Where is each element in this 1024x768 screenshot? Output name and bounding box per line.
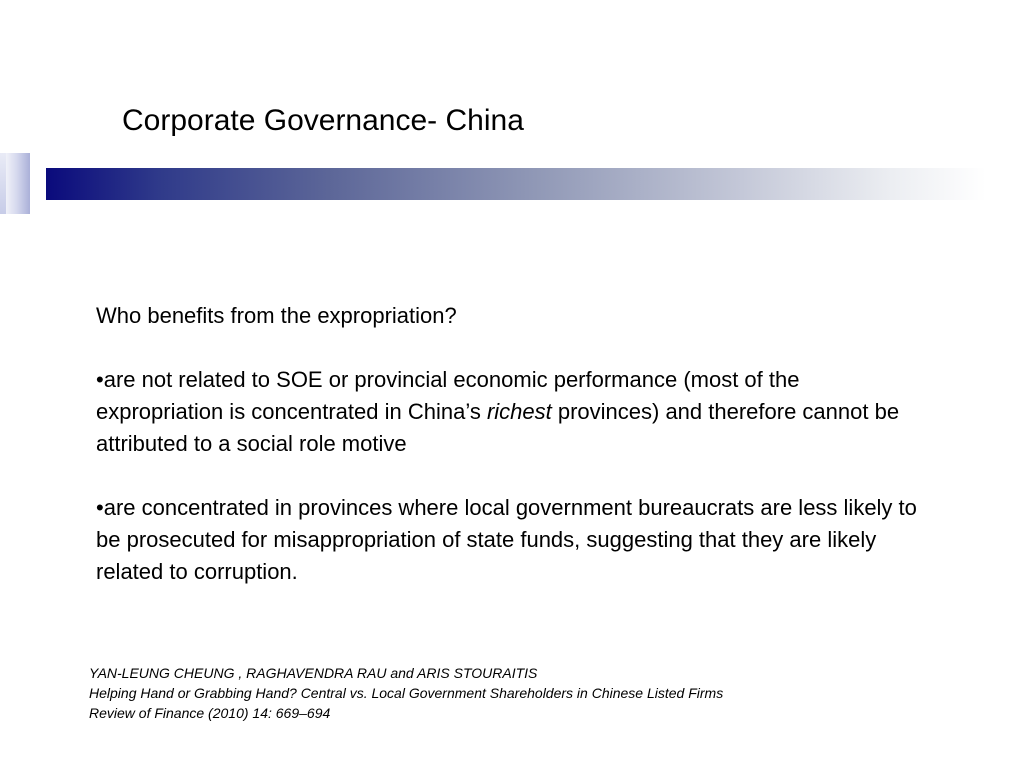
citation-authors: YAN-LEUNG CHEUNG , RAGHAVENDRA RAU and ARIS STOURAITIS bbox=[89, 665, 538, 681]
bullet-item-1 bbox=[96, 364, 926, 460]
paragraph-spacer bbox=[96, 332, 926, 364]
title-gradient-bar bbox=[46, 168, 986, 200]
slide-title: Corporate Governance- China bbox=[122, 104, 524, 137]
left-accent-edge bbox=[0, 153, 6, 214]
bullet-item-2: •are concentrated in provinces where local government bureaucrats are less likely to be prosecuted for misappropriation of state funds, suggesting that they are likely related to corruption. bbox=[96, 495, 917, 584]
slide-body bbox=[96, 300, 926, 588]
bullet-1-emphasis: richest bbox=[486, 399, 552, 424]
question-text: Who benefits from the expropriation? bbox=[96, 303, 457, 328]
bullet-1-text-start: •are not related to SOE or provincial economic performance (most of the expropriation is concentrated in China’s bbox=[96, 367, 800, 424]
citation-title: Helping Hand or Grabbing Hand? Central vs. Local Government Shareholders in Chinese Listed Firms bbox=[89, 685, 724, 701]
bullet-1-text-end: provinces) and therefore cannot be attributed to a social role motive bbox=[96, 399, 900, 456]
citation-source: Review of Finance (2010) 14: 669–694 bbox=[89, 705, 331, 721]
paragraph-spacer bbox=[96, 460, 926, 492]
citation bbox=[89, 663, 949, 723]
